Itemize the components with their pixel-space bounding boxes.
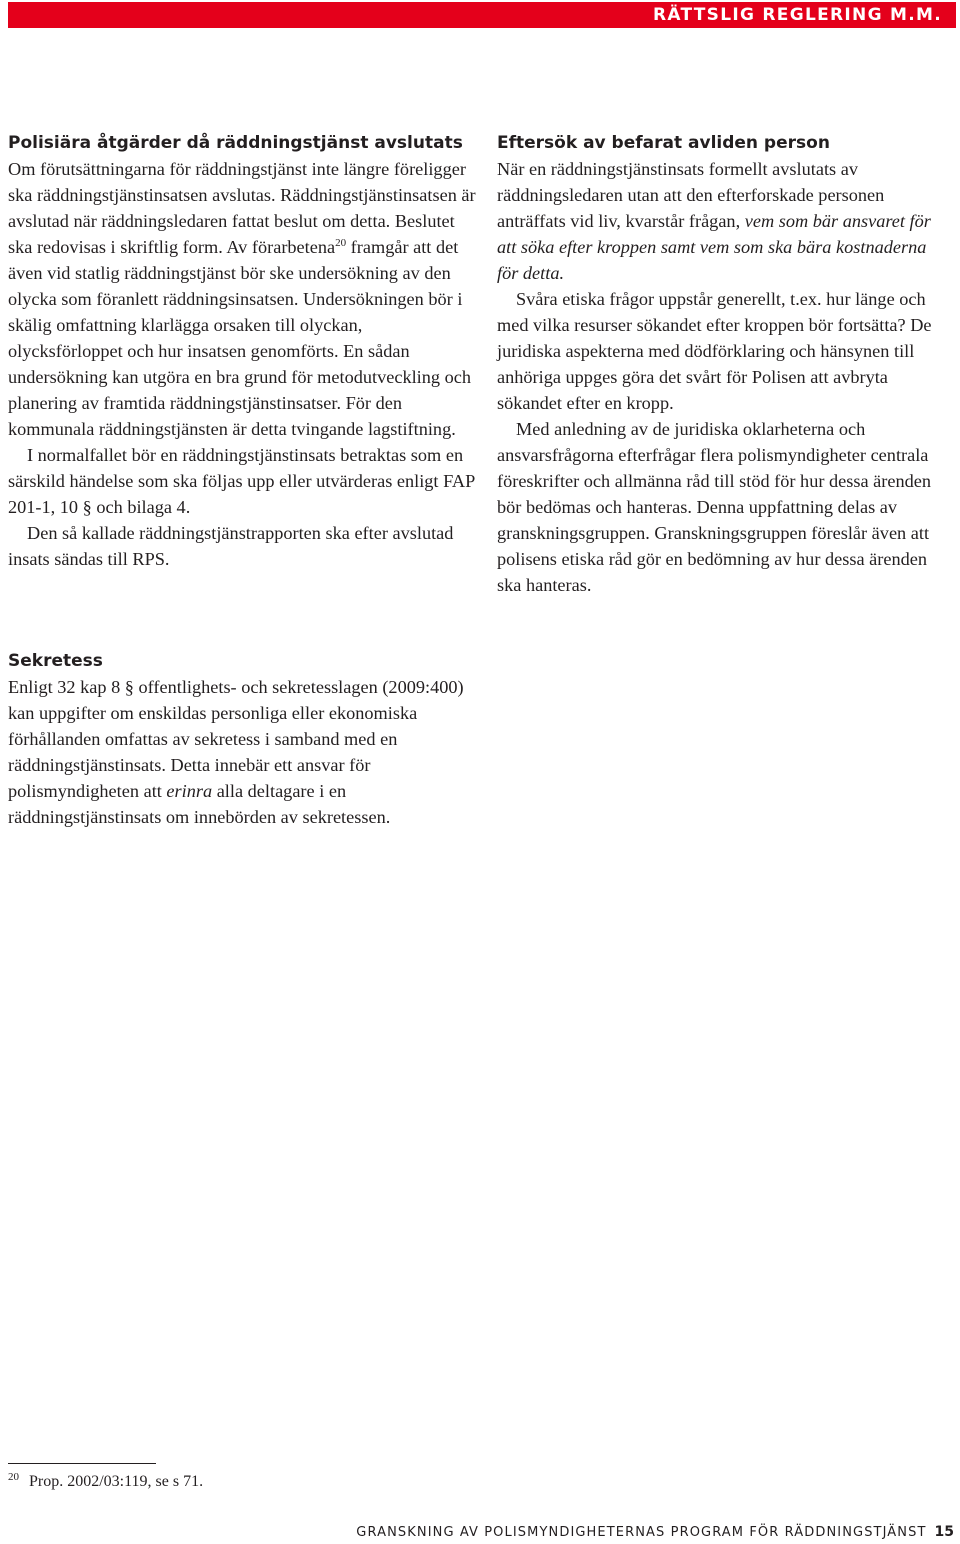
paragraph: Den så kallade räddningstjänstrapporten ska efter avslutad insats sändas till RPS. bbox=[8, 523, 454, 569]
page-footer bbox=[356, 1524, 954, 1540]
paragraph: Med anledning av de juridiska oklarheterna och ansvarsfrågorna efterfrågar flera polismyndigheter centrala föreskrifter och allmänna råd till stöd för hur dessa ärenden bör bedömas och hanteras. Denna uppfattning delas av granskningsgruppen. Granskningsgruppen föreslår även att polisens etiska råd gör en bedömning av hur dessa ärenden ska hanteras. bbox=[497, 419, 932, 595]
footnote-number: 20 bbox=[8, 1471, 19, 1483]
paragraph: Svåra etiska frågor uppstår generellt, t.ex. hur länge och med vilka resurser sökandet efter kroppen bör fortsätta? De juridiska aspekterna med dödförklaring och hänsynen till anhöriga uppges göra det svårt för Polisen att avbryta sökandet efter en kropp. bbox=[497, 289, 932, 413]
running-header: RÄTTSLIG REGLERING M.M. bbox=[652, 5, 942, 25]
left-column-lower bbox=[8, 648, 478, 830]
footnote bbox=[8, 1467, 203, 1492]
footnote-divider bbox=[8, 1463, 156, 1464]
footer-title: GRANSKNING AV POLISMYNDIGHETERNAS PROGRAM FÖR RÄDDNINGSTJÄNST bbox=[356, 1525, 927, 1540]
section-heading-sekretess: Sekretess bbox=[8, 651, 103, 671]
paragraph: När en räddningstjänstinsats formellt avslutats av räddningsledaren utan att den efterforskade personen anträffats vid liv, kvarstår frågan, vem som bär ansvaret för att söka efter kroppen samt vem som ska bära kostnaderna för detta. bbox=[497, 159, 931, 283]
right-column bbox=[497, 130, 952, 598]
header-bar bbox=[8, 2, 956, 28]
paragraph: Om förutsättningarna för räddningstjänst inte längre föreligger ska räddningstjänstinsatsen avslutas. Räddningstjänstinsatsen är avslutad när räddningsledaren fattat beslut om detta. Beslutet ska redovisas i skriftlig form. Av förarbetena$^{20}$ framgår att det även vid statlig räddningstjänst bör ske undersökning av den olycka som föranlett räddningsinsatsen. Undersökningen bör i skälig omfattning klarlägga orsaken till olyckan, olycksförloppet och hur insatsen genomförts. En sådan undersökning kan utgöra en bra grund för metodutveckling och planering av framtida räddningstjänstinsatser. För den kommunala räddningstjänsten är detta tvingande lagstiftning. bbox=[8, 159, 476, 439]
paragraph: I normalfallet bör en räddningstjänstinsats betraktas som en särskild händelse som ska följas upp eller utvärderas enligt FAP 201-1, 10 § och bilaga 4. bbox=[8, 445, 475, 517]
section-heading-eftersok: Eftersök av befarat avliden person bbox=[497, 133, 830, 153]
paragraph: Enligt 32 kap 8 § offentlighets- och sekretesslagen (2009:400) kan uppgifter om enskildas personliga eller ekonomiska förhållanden omfattas av sekretess i samband med en räddningstjänstinsats. Detta innebär ett ansvar för polismyndigheten att erinra alla deltagare i en räddningstjänstinsats om innebörden av sekretessen. bbox=[8, 677, 464, 827]
footnote-ref: 20 bbox=[335, 237, 347, 249]
footnote-text: Prop. 2002/03:119, se s 71. bbox=[29, 1473, 204, 1490]
page-number: 15 bbox=[934, 1524, 954, 1540]
section-heading-polisiara: Polisiära åtgärder då räddningstjänst avslutats bbox=[8, 133, 463, 153]
left-column bbox=[8, 130, 478, 572]
